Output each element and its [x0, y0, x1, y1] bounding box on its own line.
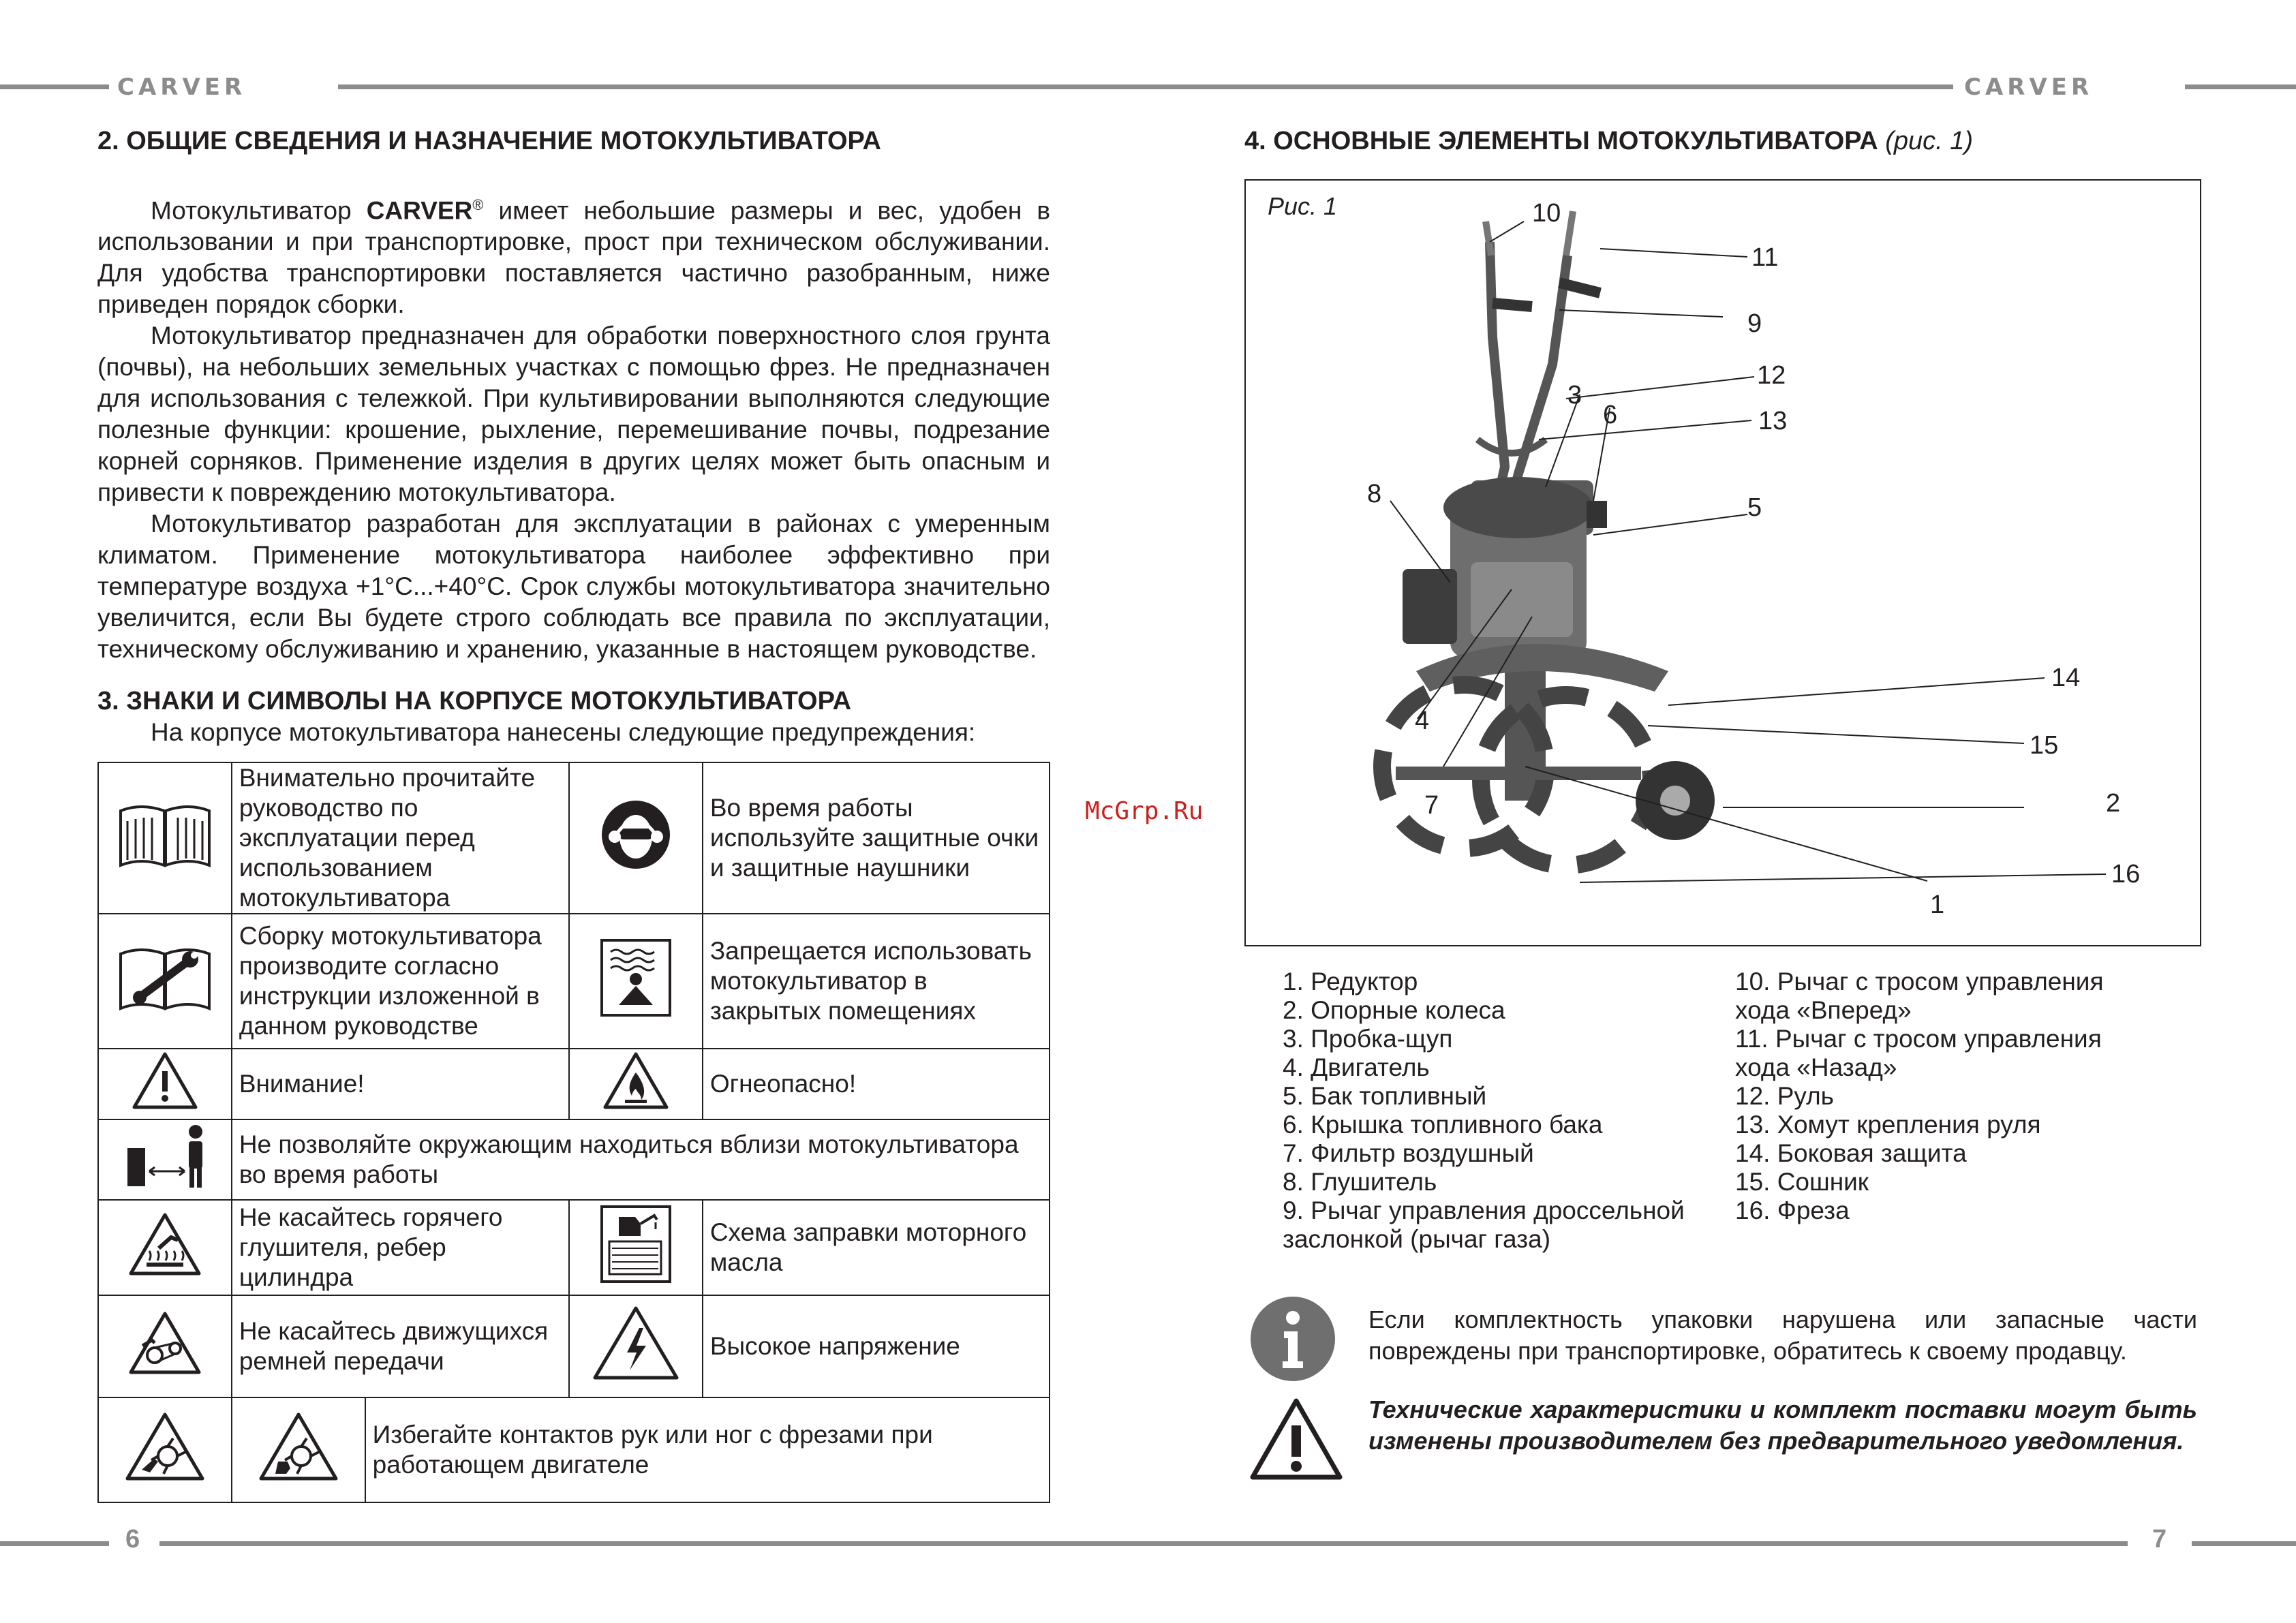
- warning-icon-cell: [98, 1049, 232, 1119]
- section2-paragraph-2: Мотокультиватор предназначен для обработки поверхностного слоя грунта (почвы), на небольших земельных участках с помощью фрез. Не предназначен для использования с тележкой. При культивировании выполняются следующие полезные функции: крошение, рыхление, перемешивание почвы, подрезание корней сорняков. Применение изделия в других целях может быть опасным и привести к повреждению мотокультиватора.: [97, 322, 1050, 507]
- distance-icon-cell: [98, 1119, 232, 1200]
- fuel-cap: [1587, 501, 1607, 528]
- oil-icon-cell: [569, 1200, 703, 1295]
- legend-item: 2. Опорные колеса: [1283, 996, 1505, 1024]
- moving-belts-icon: [127, 1310, 202, 1376]
- callout-6: 6: [1603, 401, 1618, 429]
- wheel-hub: [1660, 786, 1690, 816]
- legend-item: 7. Фильтр воздушный: [1283, 1139, 1534, 1167]
- callout-11: 11: [1751, 243, 1779, 272]
- sign-text-tillers: Избегайте контактов рук или ног с фрезами при работающем двигателе: [365, 1397, 1050, 1502]
- tiller-axle: [1396, 767, 1641, 780]
- sign-text-high-voltage: Высокое напряжение: [703, 1295, 1050, 1397]
- footer-rule-left-a: [0, 1541, 109, 1546]
- book-wrench-icon-cell: [98, 914, 232, 1049]
- section3-intro: На корпусе мотокультиватора нанесены следующие предупреждения:: [151, 718, 976, 746]
- oil-fill-icon: [598, 1203, 673, 1285]
- voltage-icon-cell: [569, 1295, 703, 1397]
- keep-distance-icon: [114, 1122, 216, 1190]
- high-voltage-icon: [592, 1305, 680, 1381]
- callout-3: 3: [1567, 381, 1582, 409]
- tiller-foot-icon-cell: [232, 1397, 365, 1502]
- warning-triangle-icon: [131, 1051, 199, 1111]
- section4-title: 4. ОСНОВНЫЕ ЭЛЕМЕНТЫ МОТОКУЛЬТИВАТОРА (рис. 1): [1244, 127, 1974, 155]
- engine-top: [1443, 477, 1593, 538]
- section3-title: 3. ЗНАКИ И СИМВОЛЫ НА КОРПУСЕ МОТОКУЛЬТИВАТОРА: [97, 687, 852, 715]
- header-rule-right: [2185, 84, 2296, 89]
- goggles-icon-cell: [569, 762, 703, 914]
- callout-8: 8: [1367, 480, 1382, 508]
- legend-item: 14. Боковая защита: [1735, 1139, 1967, 1167]
- sign-text-belts: Не касайтесь движущихся ремней передачи: [232, 1295, 569, 1397]
- no-indoor-icon-cell: [569, 914, 703, 1049]
- callout-16: 16: [2111, 860, 2141, 888]
- legend-item: 16. Фреза: [1735, 1196, 1850, 1224]
- legend-item: 8. Глушитель: [1283, 1168, 1437, 1196]
- brand-logo-right: CARVER: [1964, 74, 2094, 101]
- sign-text-fire: Огнеопасно!: [703, 1049, 1050, 1119]
- flammable-icon: [602, 1051, 670, 1111]
- header-rule-left-a: [0, 84, 109, 89]
- goggles-earmuffs-icon: [598, 797, 673, 872]
- info-icon: [1249, 1295, 1337, 1383]
- footer-rule-middle: [159, 1541, 2128, 1546]
- legend-item: 12. Руль: [1735, 1082, 1834, 1110]
- callout-9: 9: [1747, 309, 1762, 338]
- book-icon-cell: [98, 762, 232, 914]
- sign-text-oil-scheme: Схема заправки моторного масла: [703, 1200, 1050, 1295]
- warning-note-icon: [1249, 1397, 1344, 1481]
- hot-surface-icon-cell: [98, 1200, 232, 1295]
- legend-item: 6. Крышка топливного бака: [1283, 1111, 1603, 1139]
- sign-text-protective-gear: Во время работы используйте защитные очки и защитные наушники: [703, 762, 1050, 914]
- section2-paragraph-1: Мотокультиватор CARVER® имеет небольшие размеры и вес, удобен в использовании и при транспортировке, прост при техническом обслуживании. Для удобства транспортировки поставляется частично разобранным, ниже приведен порядок сборки.: [97, 196, 1050, 319]
- section2-title: 2. ОБЩИЕ СВЕДЕНИЯ И НАЗНАЧЕНИЕ МОТОКУЛЬТИВАТОРА: [97, 127, 881, 155]
- air-filter: [1471, 562, 1573, 637]
- brand-logo-left: CARVER: [117, 74, 247, 101]
- legend-right: [1735, 968, 2171, 1225]
- callout-10: 10: [1532, 199, 1561, 228]
- cultivator-illustration: [1246, 181, 2199, 944]
- callout-15: 15: [2030, 731, 2059, 760]
- grip-left: [1493, 303, 1532, 307]
- lever-reverse: [1566, 211, 1573, 256]
- warning-note: Технические характеристики и комплект поставки могут быть изменены производителем без предварительного уведомления.: [1368, 1395, 2197, 1455]
- sign-text-no-indoor: Запрещается использовать мотокультиватор в закрытых помещениях: [703, 914, 1050, 1049]
- footer-rule-right: [2192, 1541, 2296, 1546]
- callout-5: 5: [1747, 493, 1762, 522]
- watermark: McGrp.Ru: [1085, 797, 1204, 825]
- tiller-foot-icon: [258, 1411, 339, 1482]
- legend-item: 1. Редуктор: [1283, 968, 1418, 995]
- page-number-right: 7: [2152, 1525, 2167, 1554]
- tiller-hand-icon-cell: [98, 1397, 232, 1502]
- legend-item: 10. Рычаг с тросом управления хода «Вперед»: [1735, 968, 2104, 1024]
- hot-surface-icon: [127, 1211, 202, 1277]
- callout-7: 7: [1424, 791, 1439, 820]
- fire-icon-cell: [569, 1049, 703, 1119]
- callout-4: 4: [1415, 707, 1430, 735]
- sign-text-keep-distance: Не позволяйте окружающим находиться вблизи мотокультиватора во время работы: [232, 1119, 1050, 1200]
- tiller-hand-icon: [124, 1411, 206, 1482]
- callout-14: 14: [2051, 664, 2081, 692]
- info-note: Если комплектность упаковки нарушена или запасные части повреждены при транспортировке, обратитесь к своему продавцу.: [1368, 1305, 2197, 1365]
- sign-text-attention: Внимание!: [232, 1049, 569, 1119]
- sign-text-read-manual: Внимательно прочитайте руководство по эксплуатации перед использованием мотокультиватора: [232, 762, 569, 914]
- legend-item: 5. Бак топливный: [1283, 1082, 1487, 1110]
- callout-12: 12: [1757, 361, 1786, 390]
- section2-body: [97, 189, 1050, 665]
- indoor-exhaust-icon: [598, 937, 673, 1019]
- belt-icon-cell: [98, 1295, 232, 1397]
- legend-item: 11. Рычаг с тросом управления хода «Назад»: [1735, 1025, 2102, 1081]
- figure-caption: Рис. 1: [1268, 192, 1338, 220]
- sign-text-hot-muffler: Не касайтесь горячего глушителя, ребер цилиндра: [232, 1200, 569, 1295]
- callout-13: 13: [1758, 407, 1788, 435]
- legend-item: 3. Пробка-щуп: [1283, 1025, 1453, 1053]
- legend-item: 13. Хомут крепления руля: [1735, 1111, 2041, 1139]
- legend-left: [1283, 968, 1719, 1254]
- section2-paragraph-3: Мотокультиватор разработан для эксплуатации в районах с умеренным климатом. Применение мотокультиватора наиболее эффективно при температуре воздуха +1°С...+40°С. Срок службы мотокультиватора значительно увеличится, если Вы будете строго соблюдать все правила по эксплуатации, техническому обслуживанию и хранению, указанные в настоящем руководстве.: [97, 510, 1050, 664]
- book-wrench-icon: [114, 940, 216, 1015]
- callout-1: 1: [1930, 891, 1945, 919]
- legend-item: 9. Рычаг управления дроссельной заслонкой (рычаг газа): [1283, 1196, 1685, 1253]
- header-rule-left-b: [338, 84, 1953, 89]
- page-number-left: 6: [125, 1525, 140, 1554]
- signs-table: [97, 762, 1050, 1503]
- sign-text-assembly: Сборку мотокультиватора производите согласно инструкции изложенной в данном руководстве: [232, 914, 569, 1049]
- legend-item: 15. Сошник: [1735, 1168, 1869, 1196]
- book-icon: [114, 797, 216, 872]
- callout-2: 2: [2106, 789, 2121, 818]
- legend-item: 4. Двигатель: [1283, 1053, 1430, 1081]
- handle-clamp: [1478, 439, 1546, 453]
